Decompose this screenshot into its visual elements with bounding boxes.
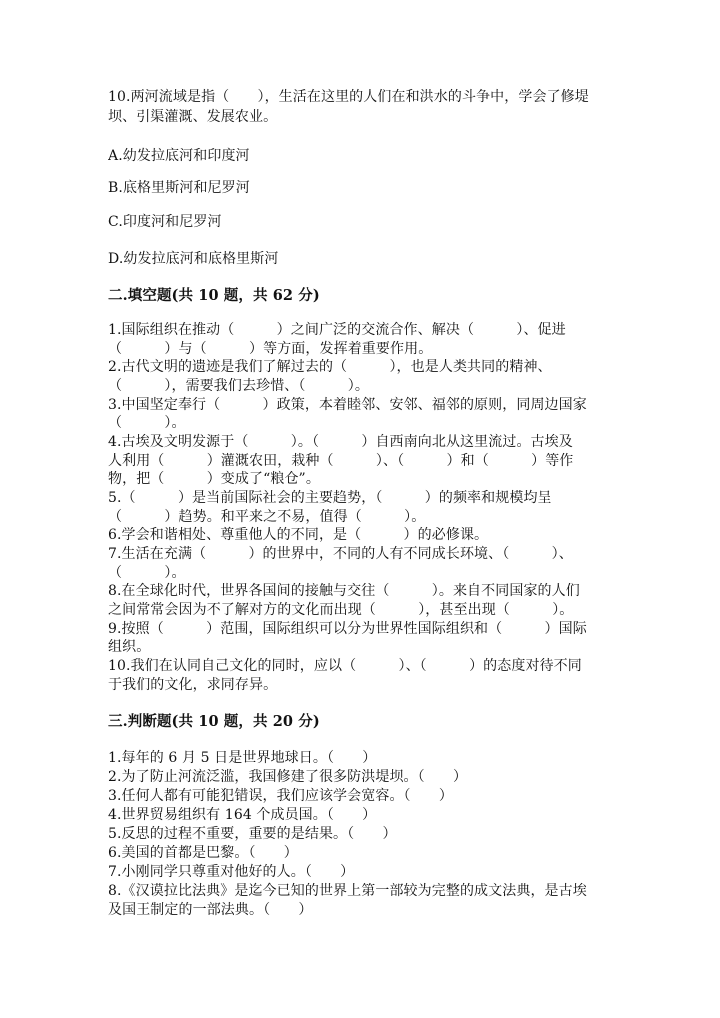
judge-line: 6.美国的首都是巴黎。（ ）	[108, 845, 298, 861]
fill-line: （ ）趋势。和平来之不易，值得（ ）。	[108, 509, 426, 525]
fill-line: 1.国际组织在推动（ ）之间广泛的交流合作、解决（ ）、促进	[108, 322, 566, 338]
fill-line: 5.（ ）是当前国际社会的主要趋势，（ ）的频率和规模均呈	[108, 490, 552, 506]
judge-line: 8.《汉谟拉比法典》是迄今已知的世界上第一部较为完整的成文法典，是古埃	[108, 883, 587, 899]
fill-line: 4.古埃及文明发源于（ ）。（ ）自西南向北从这里流过。古埃及	[108, 434, 573, 450]
fill-line: 人利用（ ）灌溉农田，栽种（ ）、（ ）和（ ）等作	[108, 453, 574, 469]
fill-line: 10.我们在认同自己文化的同时，应以（ ）、（ ）的态度对待不同	[108, 658, 582, 674]
section2-heading: 二.填空题(共 10 题，共 62 分)	[108, 287, 320, 304]
q10-stem-line-2: 坝、引渠灌溉、发展农业。	[108, 109, 278, 125]
fill-line: 7.生活在充满（ ）的世界中，不同的人有不同成长环境、（ ）、	[108, 546, 573, 562]
fill-line: （ ）。	[108, 565, 186, 581]
fill-line: 3.中国坚定奉行（ ）政策，本着睦邻、安邻、福邻的原则，同周边国家	[108, 397, 587, 413]
fill-line: 9.按照（ ）范围，国际组织可以分为世界性国际组织和（ ）国际	[108, 621, 587, 637]
fill-line: （ ）。	[108, 415, 186, 431]
q10-option-d: D.幼发拉底河和底格里斯河	[108, 251, 279, 267]
judge-line: 2.为了防止河流泛滥，我国修建了很多防洪堤坝。（ ）	[108, 769, 468, 785]
q10-option-a: A.幼发拉底河和印度河	[108, 148, 250, 164]
q10-option-c: C.印度河和尼罗河	[108, 214, 222, 230]
judge-line: 3.任何人都有可能犯错误，我们应该学会宽容。（ ）	[108, 788, 453, 804]
fill-line: 8.在全球化时代，世界各国间的接触与交往（ ）。来自不同国家的人们	[108, 583, 580, 599]
section3-heading: 三.判断题(共 10 题，共 20 分)	[108, 713, 320, 730]
fill-line: （ ）与（ ）等方面，发挥着重要作用。	[108, 341, 433, 357]
judge-line: 5.反思的过程不重要，重要的是结果。（ ）	[108, 826, 397, 842]
fill-line: 之间常常会因为不了解对方的文化而出现（ ），甚至出现（ ）。	[108, 602, 574, 618]
judge-line: 1.每年的 6 月 5 日是世界地球日。（ ）	[108, 750, 377, 766]
fill-line: 2.古代文明的遗迹是我们了解过去的（ ），也是人类共同的精神、	[108, 359, 552, 375]
q10-stem-line-1: 10.两河流域是指（ ），生活在这里的人们在和洪水的斗争中，学会了修堤	[108, 89, 589, 105]
judge-line: 及国王制定的一部法典。（ ）	[108, 902, 313, 918]
fill-line: 于我们的文化，求同存异。	[108, 677, 278, 693]
fill-line: 组织。	[108, 639, 151, 655]
fill-line: （ ），需要我们去珍惜、（ ）。	[108, 378, 369, 394]
fill-line: 6.学会和谐相处、尊重他人的不同，是（ ）的必修课。	[108, 527, 489, 543]
q10-option-b: B.底格里斯河和尼罗河	[108, 180, 250, 196]
judge-line: 4.世界贸易组织有 164 个成员国。（ ）	[108, 807, 377, 823]
fill-line: 物，把（ ）变成了“粮仓”。	[108, 471, 320, 487]
judge-line: 7.小刚同学只尊重对他好的人。（ ）	[108, 864, 355, 880]
